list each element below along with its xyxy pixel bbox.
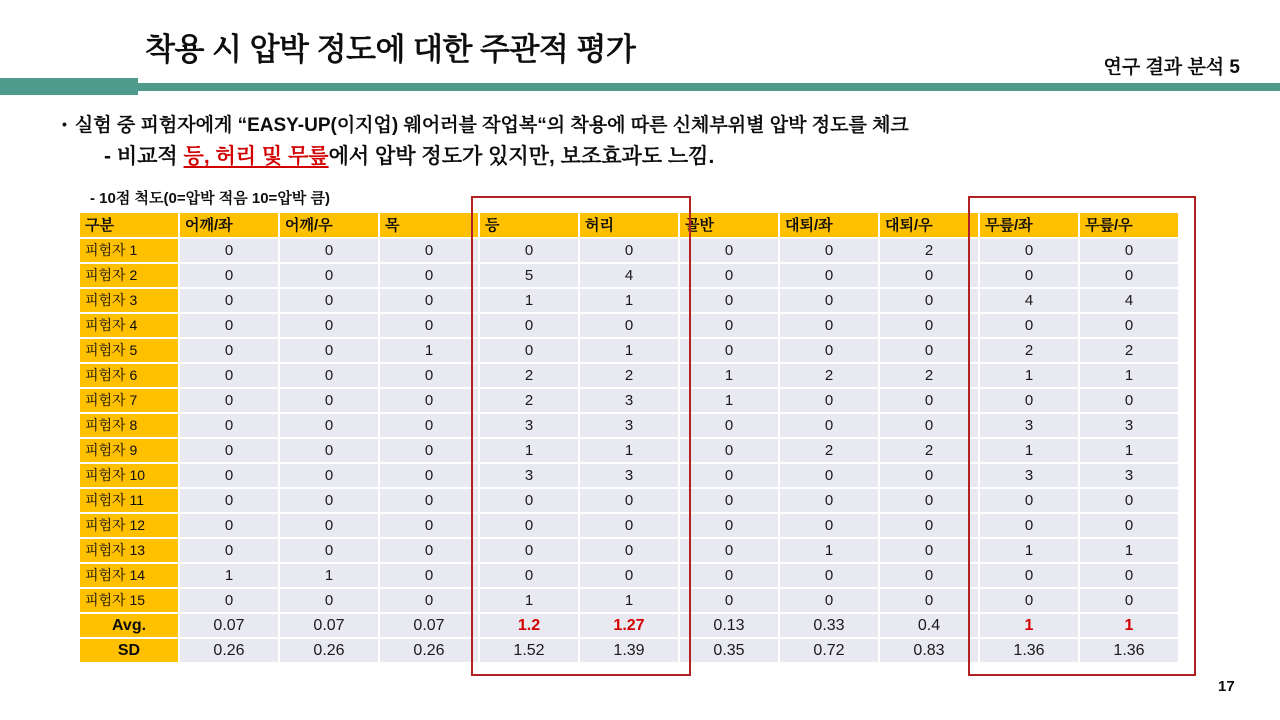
table-cell: 0 — [280, 289, 378, 312]
table-body — [80, 239, 1178, 662]
table-cell: 0 — [980, 239, 1078, 262]
table-cell: 0 — [280, 314, 378, 337]
table-cell: 0 — [280, 589, 378, 612]
table-cell: 0 — [880, 289, 978, 312]
table-cell: 0 — [280, 489, 378, 512]
table-cell: 2 — [880, 364, 978, 387]
table-cell: 0 — [380, 414, 478, 437]
table-cell: 3 — [580, 389, 678, 412]
table-cell: 1 — [580, 589, 678, 612]
column-header: 무릎/우 — [1080, 213, 1178, 237]
table-cell: 0 — [280, 389, 378, 412]
table-cell: 2 — [980, 339, 1078, 362]
table-cell: 0 — [880, 264, 978, 287]
table-cell: 1 — [980, 614, 1078, 637]
table-cell: 0 — [680, 464, 778, 487]
bullet-line-2 — [104, 140, 714, 170]
table-cell: 0 — [780, 239, 878, 262]
table-cell: 0 — [880, 564, 978, 587]
table-row — [80, 239, 1178, 262]
scale-note: - 10점 척도(0=압박 적음 10=압박 큼) — [90, 190, 330, 207]
row-label: 피험자 4 — [80, 314, 178, 337]
table-cell: 2 — [780, 439, 878, 462]
table-cell: 2 — [480, 389, 578, 412]
table-cell: 1 — [1080, 439, 1178, 462]
title-accent-bar-rule — [138, 83, 1280, 91]
column-header: 어깨/우 — [280, 213, 378, 237]
table-cell: 0 — [880, 339, 978, 362]
summary-row — [80, 614, 1178, 637]
column-header: 무릎/좌 — [980, 213, 1078, 237]
table-cell: 0 — [780, 564, 878, 587]
table-cell: 0 — [280, 264, 378, 287]
table-cell: 0.72 — [780, 639, 878, 662]
table-cell: 0 — [780, 589, 878, 612]
table-row — [80, 464, 1178, 487]
table-cell: 1.27 — [580, 614, 678, 637]
table-cell: 0 — [1080, 314, 1178, 337]
table-cell: 0 — [1080, 389, 1178, 412]
row-label: 피험자 5 — [80, 339, 178, 362]
table-cell: 1 — [1080, 364, 1178, 387]
table-cell: 1.2 — [480, 614, 578, 637]
table-cell: 0 — [180, 314, 278, 337]
table-cell: 0.26 — [280, 639, 378, 662]
table-cell: 4 — [1080, 289, 1178, 312]
table-cell: 0 — [980, 589, 1078, 612]
row-label: 피험자 2 — [80, 264, 178, 287]
table-cell: 0 — [680, 239, 778, 262]
table-cell: 0 — [180, 589, 278, 612]
table-cell: 0 — [1080, 264, 1178, 287]
table-cell: 0 — [380, 464, 478, 487]
table-cell: 0 — [180, 339, 278, 362]
table-cell: 0 — [280, 514, 378, 537]
table-cell: 1 — [480, 289, 578, 312]
table-cell: 0 — [380, 264, 478, 287]
table-cell: 0 — [780, 464, 878, 487]
table-cell: 1 — [980, 539, 1078, 562]
bullet-marker: • — [62, 116, 67, 132]
table-cell: 0 — [980, 564, 1078, 587]
table-cell: 0 — [380, 389, 478, 412]
row-label: 피험자 9 — [80, 439, 178, 462]
table-cell: 0 — [380, 439, 478, 462]
column-header: 등 — [480, 213, 578, 237]
table-cell: 0 — [880, 514, 978, 537]
pressure-evaluation-table — [78, 211, 1180, 664]
table-cell: 0 — [580, 239, 678, 262]
table-cell: 0 — [380, 489, 478, 512]
title-accent-bar-left — [0, 78, 138, 95]
table-cell: 0.35 — [680, 639, 778, 662]
table-cell: 0.13 — [680, 614, 778, 637]
table-cell: 0 — [780, 514, 878, 537]
table-cell: 0 — [180, 489, 278, 512]
table-cell: 2 — [580, 364, 678, 387]
table-cell: 0 — [380, 589, 478, 612]
table-row — [80, 289, 1178, 312]
table-cell: 0 — [980, 514, 1078, 537]
page-number: 17 — [1218, 678, 1235, 695]
table-cell: 0 — [280, 239, 378, 262]
column-header: 목 — [380, 213, 478, 237]
table-cell: 3 — [980, 464, 1078, 487]
table-cell: 3 — [480, 464, 578, 487]
table-row — [80, 389, 1178, 412]
table-cell: 0 — [1080, 239, 1178, 262]
table-cell: 0 — [780, 289, 878, 312]
table-cell: 0 — [180, 464, 278, 487]
table-cell: 1 — [780, 539, 878, 562]
table-cell: 0 — [180, 289, 278, 312]
table-cell: 3 — [580, 464, 678, 487]
table-cell: 0 — [880, 464, 978, 487]
table-cell: 0.07 — [380, 614, 478, 637]
column-header: 허리 — [580, 213, 678, 237]
table-cell: 0.83 — [880, 639, 978, 662]
table-cell: 1.36 — [980, 639, 1078, 662]
table-row — [80, 539, 1178, 562]
table-cell: 1 — [580, 339, 678, 362]
table-cell: 1.36 — [1080, 639, 1178, 662]
table-cell: 1 — [380, 339, 478, 362]
table-cell: 0 — [780, 389, 878, 412]
table-cell: 0 — [280, 464, 378, 487]
table-cell: 0 — [580, 514, 678, 537]
table-cell: 0 — [680, 289, 778, 312]
table-cell: 0.33 — [780, 614, 878, 637]
row-label: 피험자 6 — [80, 364, 178, 387]
table-row — [80, 364, 1178, 387]
table-cell: 0 — [280, 339, 378, 362]
table-cell: 0 — [180, 439, 278, 462]
table-cell: 0.26 — [180, 639, 278, 662]
table-cell: 0 — [380, 289, 478, 312]
table-cell: 0.07 — [280, 614, 378, 637]
table-cell: 4 — [980, 289, 1078, 312]
table-cell: 1.52 — [480, 639, 578, 662]
table-cell: 0 — [680, 439, 778, 462]
table-cell: 0 — [580, 489, 678, 512]
table-cell: 0 — [480, 539, 578, 562]
row-label: 피험자 14 — [80, 564, 178, 587]
table-cell: 2 — [480, 364, 578, 387]
bullet-line-2-suffix: 에서 압박 정도가 있지만, 보조효과도 느낌. — [328, 145, 715, 168]
table-cell: 0 — [480, 514, 578, 537]
table-cell: 0 — [580, 539, 678, 562]
row-label: 피험자 10 — [80, 464, 178, 487]
column-header: 어깨/좌 — [180, 213, 278, 237]
table-cell: 0 — [380, 539, 478, 562]
row-label: Avg. — [80, 614, 178, 637]
column-header: 구분 — [80, 213, 178, 237]
row-label: 피험자 7 — [80, 389, 178, 412]
table-cell: 0.26 — [380, 639, 478, 662]
table-cell: 0 — [1080, 489, 1178, 512]
column-header: 대퇴/좌 — [780, 213, 878, 237]
table-cell: 0 — [780, 414, 878, 437]
table-cell: 0 — [380, 239, 478, 262]
table-header-row — [80, 213, 1178, 237]
table-cell: 3 — [1080, 464, 1178, 487]
table-row — [80, 439, 1178, 462]
table-cell: 0 — [480, 489, 578, 512]
bullet-line-2-prefix: - 비교적 — [104, 145, 184, 168]
table-cell: 0 — [280, 439, 378, 462]
table-cell: 0 — [480, 239, 578, 262]
table-cell: 2 — [880, 439, 978, 462]
row-label: 피험자 8 — [80, 414, 178, 437]
table-row — [80, 489, 1178, 512]
table-cell: 0 — [880, 314, 978, 337]
bullet-line-1 — [62, 110, 909, 137]
table-header — [80, 213, 1178, 237]
table-cell: 0 — [380, 564, 478, 587]
table-cell: 5 — [480, 264, 578, 287]
table-cell: 0 — [780, 339, 878, 362]
bullet-line-2-highlight: 등, 허리 및 무릎 — [183, 145, 329, 168]
table-cell: 0 — [880, 489, 978, 512]
table-cell: 0 — [680, 414, 778, 437]
table-cell: 3 — [1080, 414, 1178, 437]
table-cell: 3 — [980, 414, 1078, 437]
table-cell: 0 — [180, 389, 278, 412]
table-cell: 0 — [380, 314, 478, 337]
table-cell: 0 — [380, 514, 478, 537]
table-cell: 1 — [680, 389, 778, 412]
table-cell: 0 — [380, 364, 478, 387]
table-cell: 0 — [180, 264, 278, 287]
section-corner-label: 연구 결과 분석 5 — [1103, 57, 1240, 78]
table-cell: 0 — [680, 314, 778, 337]
table-cell: 0 — [680, 514, 778, 537]
table-cell: 3 — [480, 414, 578, 437]
table-cell: 0 — [680, 539, 778, 562]
table-row — [80, 339, 1178, 362]
table-cell: 0 — [280, 364, 378, 387]
column-header: 골반 — [680, 213, 778, 237]
table-cell: 0 — [880, 539, 978, 562]
table-cell: 0 — [880, 389, 978, 412]
table-cell: 0 — [480, 314, 578, 337]
table-cell: 1 — [980, 364, 1078, 387]
table-cell: 0 — [580, 564, 678, 587]
table-cell: 0 — [1080, 514, 1178, 537]
table-cell: 1 — [580, 289, 678, 312]
table-row — [80, 514, 1178, 537]
table-cell: 2 — [1080, 339, 1178, 362]
table-cell: 4 — [580, 264, 678, 287]
table-cell: 0 — [980, 314, 1078, 337]
table-cell: 0 — [580, 314, 678, 337]
table-row — [80, 564, 1178, 587]
table-cell: 2 — [780, 364, 878, 387]
table-cell: 0 — [180, 364, 278, 387]
table-cell: 1 — [580, 439, 678, 462]
table-cell: 0 — [680, 264, 778, 287]
bullet-line-1-text: 실험 중 피험자에게 “EASY-UP(이지업) 웨어러블 작업복“의 착용에 따른 신체부위별 압박 정도를 체크 — [74, 115, 909, 136]
table-cell: 0 — [1080, 589, 1178, 612]
table-row — [80, 314, 1178, 337]
table-cell: 1 — [180, 564, 278, 587]
table-cell: 0 — [980, 264, 1078, 287]
row-label: 피험자 15 — [80, 589, 178, 612]
table-cell: 1 — [280, 564, 378, 587]
table-row — [80, 414, 1178, 437]
table-cell: 1 — [1080, 614, 1178, 637]
summary-row — [80, 639, 1178, 662]
table-cell: 0 — [280, 539, 378, 562]
table-cell: 0 — [980, 489, 1078, 512]
row-label: 피험자 12 — [80, 514, 178, 537]
table-cell: 0 — [480, 564, 578, 587]
table-cell: 1.39 — [580, 639, 678, 662]
table-cell: 0 — [680, 489, 778, 512]
table-row — [80, 589, 1178, 612]
table-cell: 0 — [480, 339, 578, 362]
table-cell: 0 — [780, 489, 878, 512]
table-cell: 0 — [280, 414, 378, 437]
table-cell: 0 — [180, 539, 278, 562]
table-cell: 1 — [480, 439, 578, 462]
table-cell: 0 — [780, 264, 878, 287]
table-cell: 0 — [680, 339, 778, 362]
table-cell: 0 — [680, 564, 778, 587]
table-cell: 0.07 — [180, 614, 278, 637]
table-row — [80, 264, 1178, 287]
table-cell: 0 — [680, 589, 778, 612]
row-label: 피험자 3 — [80, 289, 178, 312]
table-cell: 0 — [180, 414, 278, 437]
row-label: 피험자 13 — [80, 539, 178, 562]
table-cell: 0 — [1080, 564, 1178, 587]
table-cell: 1 — [680, 364, 778, 387]
table-cell: 2 — [880, 239, 978, 262]
table-cell: 0 — [780, 314, 878, 337]
column-header: 대퇴/우 — [880, 213, 978, 237]
table-cell: 1 — [1080, 539, 1178, 562]
table-cell: 3 — [580, 414, 678, 437]
table-cell: 0 — [880, 414, 978, 437]
table-cell: 0.4 — [880, 614, 978, 637]
table-cell: 0 — [180, 514, 278, 537]
table-cell: 1 — [980, 439, 1078, 462]
table-cell: 1 — [480, 589, 578, 612]
table-cell: 0 — [880, 589, 978, 612]
row-label: 피험자 11 — [80, 489, 178, 512]
row-label: SD — [80, 639, 178, 662]
row-label: 피험자 1 — [80, 239, 178, 262]
table-cell: 0 — [180, 239, 278, 262]
page-title: 착용 시 압박 정도에 대한 주관적 평가 — [145, 32, 636, 67]
table-cell: 0 — [980, 389, 1078, 412]
